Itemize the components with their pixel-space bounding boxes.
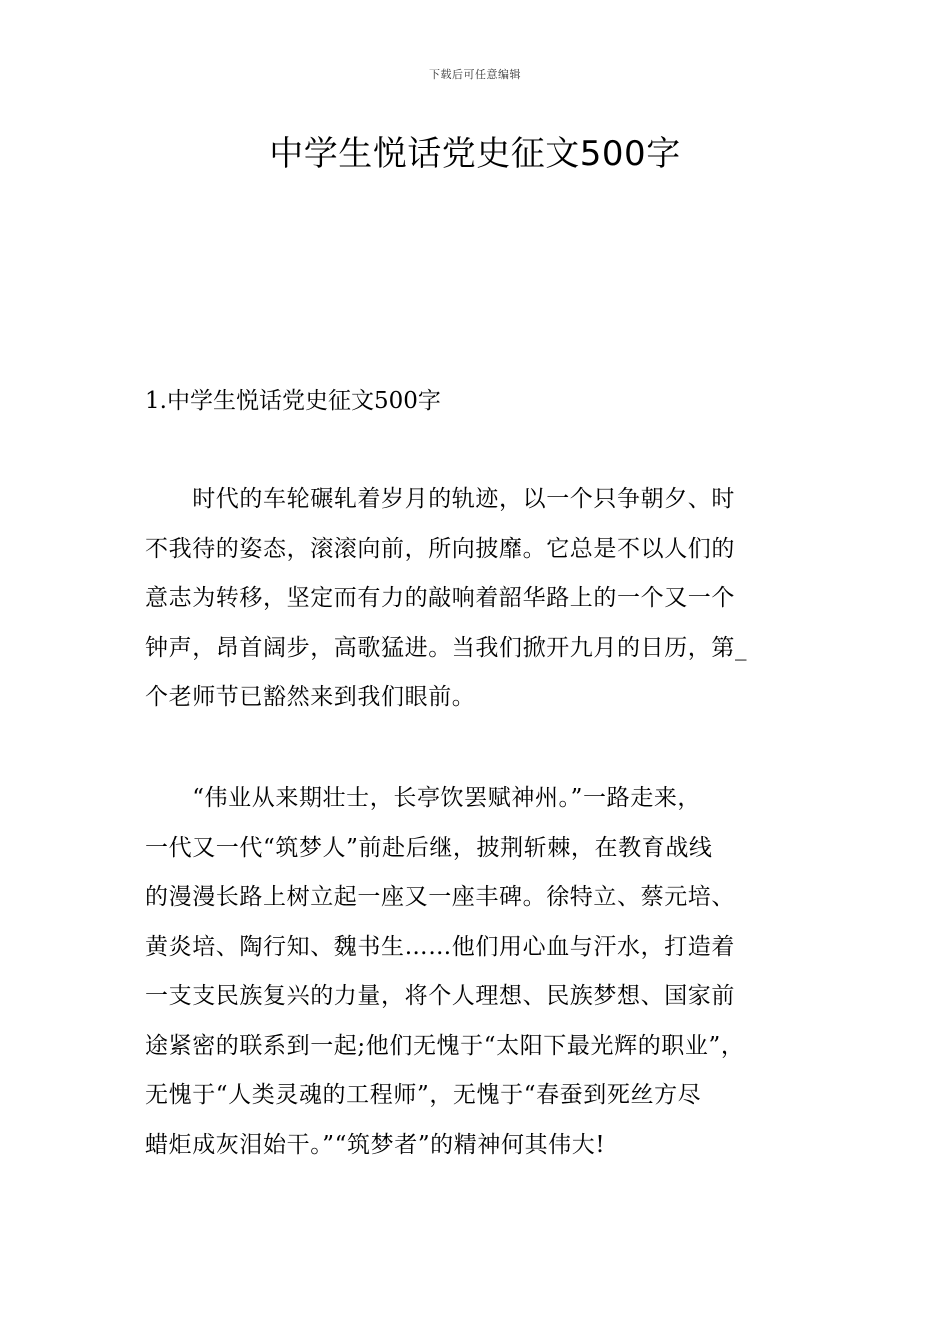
paragraph-line: 一支支民族复兴的力量，将个人理想、民族梦想、国家前 [145,983,735,1009]
page-title: 中学生悦话党史征文500字 [269,134,681,174]
paragraph-1 [145,475,810,723]
paragraph-line: 意志为转移，坚定而有力的敲响着韶华路上的一个又一个 [145,585,735,611]
paragraph-2 [145,774,810,1170]
paragraph-line: 不我待的姿态，滚滚向前，所向披靡。它总是不以人们的 [145,535,735,562]
paragraph-line: 无愧于“人类灵魂的工程师”，无愧于“春蚕到死丝方尽 [145,1082,702,1108]
paragraph-line: “伟业从来期壮士，长亭饮罢赋神州。”一路走来， [145,785,702,811]
paragraph-line: 的漫漫长路上树立起一座又一座丰碑。徐特立、蔡元培、 [145,884,735,910]
paragraph-line: 个老师节已豁然来到我们眼前。 [145,684,476,710]
paragraph-line: 途紧密的联系到一起;他们无愧于“太阳下最光辉的职业”， [145,1032,745,1059]
paragraph-line: 黄炎培、陶行知、魏书生……他们用心血与汗水，打造着 [145,933,735,960]
paragraph-line: 钟声，昂首阔步，高歌猛进。当我们掀开九月的日历，第_ [145,634,748,661]
section-heading: 1.中学生悦话党史征文500字 [145,388,441,414]
paragraph-line: 蜡炬成灰泪始干。”“筑梦者”的精神何其伟大! [145,1131,606,1158]
paragraph-line: 时代的车轮碾轧着岁月的轨迹，以一个只争朝夕、时 [145,486,735,512]
header-note: 下载后可任意编辑 [429,68,521,81]
paragraph-line: 一代又一代“筑梦人”前赴后继，披荆斩棘，在教育战线 [145,834,713,861]
